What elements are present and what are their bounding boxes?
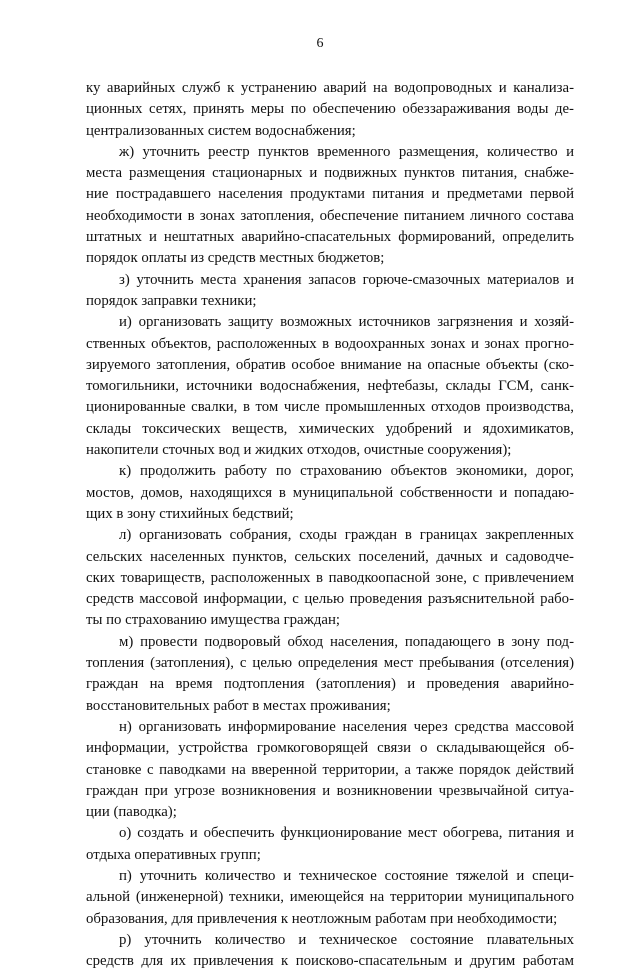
text-line: восстановительных работ в местах проживания;: [86, 697, 391, 714]
text-line: п) уточнить количество и техническое состояние тяжелой и специ-: [119, 867, 574, 884]
text-line: склады токсических веществ, химических удобрений и ядохимикатов,: [86, 420, 574, 437]
text-line: ционных сетях, принять меры по обеспечению обеззараживания воды де-: [86, 101, 574, 118]
text-line: ции (паводка);: [86, 804, 177, 821]
text-line: необходимости в зонах затопления, обеспечение питанием личного состава: [86, 207, 574, 224]
paragraph-item-n: [86, 717, 574, 823]
text-line: к) продолжить работу по страхованию объектов экономики, дорог,: [119, 463, 574, 480]
text-line: топления (затопления), с целью определения мест пребывания (отселения): [86, 655, 574, 672]
paragraph-item-o: [86, 823, 574, 866]
paragraph-item-i: [86, 312, 574, 461]
paragraph-item-zh: [86, 142, 574, 270]
text-line: и) организовать защиту возможных источников загрязнения и хозяй-: [119, 314, 574, 331]
text-line: становке с паводками на вверенной территории, а также порядок действий: [86, 761, 574, 778]
text-line: о) создать и обеспечить функционирование мест обогрева, питания и: [119, 825, 574, 842]
text-line: средств для их привлечения к поисково-спасательным и другим работам: [86, 953, 574, 970]
text-line: централизованных систем водоснабжения;: [86, 122, 356, 139]
text-line: ских товариществ, расположенных в паводкоопасной зоне, с привлечением: [86, 569, 574, 586]
text-line: м) провести подворовый обход населения, попадающего в зону под-: [119, 633, 574, 650]
text-line: томогильники, источники водоснабжения, нефтебазы, склады ГСМ, санк-: [86, 378, 574, 395]
paragraph-item-p: [86, 866, 574, 930]
text-line: ж) уточнить реестр пунктов временного размещения, количество и: [119, 143, 574, 160]
page-number: 6: [316, 36, 324, 51]
text-line: зируемого затопления, обратив особое внимание на опасные объекты (ско-: [86, 356, 574, 373]
paragraph-item-l: [86, 525, 574, 631]
text-line: порядок заправки техники;: [86, 292, 257, 309]
text-line: ты по страхованию имущества граждан;: [86, 612, 340, 629]
paragraph-item-z: [86, 270, 574, 313]
text-line: сельских населенных пунктов, сельских поселений, дачных и садоводче-: [86, 548, 574, 565]
text-line: л) организовать собрания, сходы граждан в границах закрепленных: [119, 527, 574, 544]
text-line: граждан на время подтопления (затопления) и проведения аварийно-: [86, 676, 574, 693]
text-line: штатных и нештатных аварийно-спасательных формирований, определить: [86, 229, 574, 246]
text-line: щих в зону стихийных бедствий;: [86, 505, 294, 522]
text-line: ционированные свалки, в том числе промышленных отходов производства,: [86, 399, 574, 416]
text-line: альной (инженерной) техники, имеющейся на территории муниципального: [86, 889, 574, 906]
paragraph-item-k: [86, 461, 574, 525]
text-line: отдыха оперативных групп;: [86, 846, 261, 863]
text-line: места размещения стационарных и подвижных пунктов питания, снабже-: [86, 165, 574, 182]
text-line: граждан при угрозе возникновения и возникновении чрезвычайной ситуа-: [86, 782, 574, 799]
text-line: средств массовой информации, с целью проведения разъяснительной рабо-: [86, 591, 574, 608]
text-line: мостов, домов, находящихся в муниципальной собственности и попадаю-: [86, 484, 574, 501]
text-line: накопители сточных вод и жидких отходов, очистные сооружения);: [86, 442, 512, 459]
text-line: ние пострадавшего населения продуктами питания и предметами первой: [86, 186, 574, 203]
text-line: ственных объектов, расположенных в водоохранных зонах и зонах прогно-: [86, 335, 574, 352]
text-line: з) уточнить места хранения запасов горюче-смазочных материалов и: [119, 271, 574, 288]
text-line: порядок оплаты из средств местных бюджетов;: [86, 250, 385, 267]
text-line: н) организовать информирование населения через средства массовой: [119, 718, 574, 735]
text-line: образования, для привлечения к неотложным работам при необходимости;: [86, 910, 558, 927]
paragraph-continuation: [86, 78, 574, 142]
text-line: ку аварийных служб к устранению аварий на водопроводных и канализа-: [86, 80, 574, 96]
paragraph-item-r: [86, 930, 574, 972]
paragraph-item-m: [86, 632, 574, 717]
document-body: [86, 78, 574, 972]
text-line: информации, устройства громкоговорящей связи о складывающейся об-: [86, 740, 574, 757]
text-line: р) уточнить количество и техническое состояние плавательных: [119, 931, 574, 948]
